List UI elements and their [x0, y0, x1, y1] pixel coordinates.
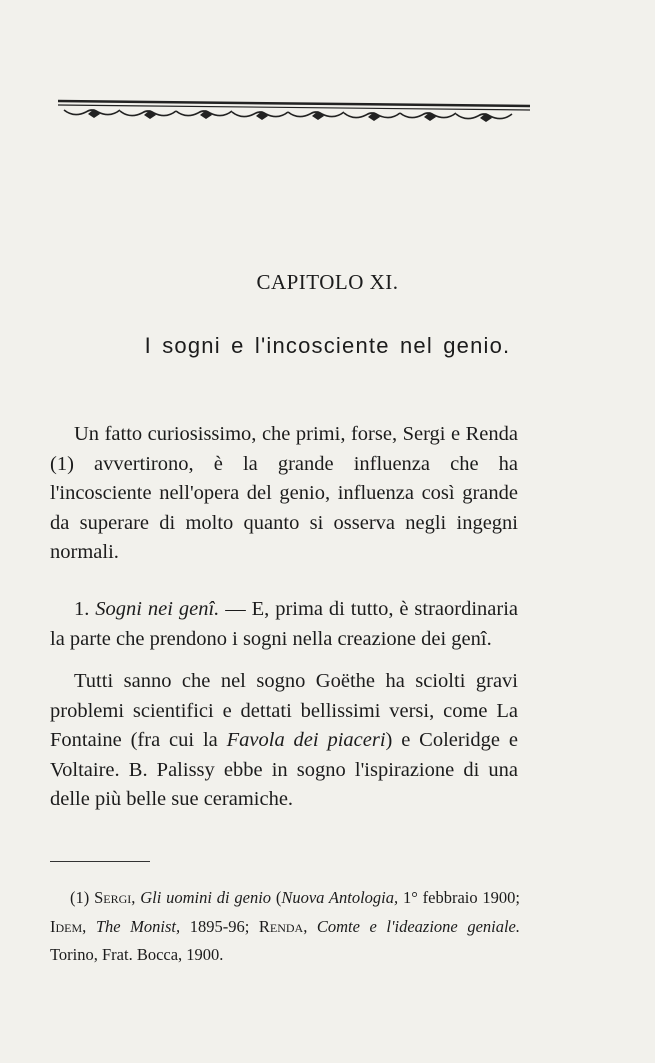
- footnote-author: Renda: [258, 916, 304, 936]
- footnote-text: 1895-96;: [189, 916, 250, 936]
- footnote-divider: [50, 861, 150, 862]
- footnote-work-title: Gli uomini di genio: [140, 888, 272, 907]
- paragraph-goethe: [50, 667, 518, 815]
- footnote: [50, 884, 520, 970]
- chapter-title: CAPITOLO XI.: [256, 270, 399, 294]
- footnote-publisher: Torino, Frat. Bocca, 1900.: [50, 945, 224, 964]
- footnote-author: Sergi: [94, 888, 132, 907]
- ornamental-rule: [58, 92, 530, 132]
- footnote-marker: (1): [70, 888, 90, 907]
- section-number: 1.: [74, 598, 90, 620]
- italic-title: Favola dei piaceri: [226, 729, 386, 751]
- section-heading: Sogni nei genî.: [95, 598, 220, 620]
- footnote-text: 1° febbraio 1900;: [402, 888, 520, 907]
- paragraph-text: ) e Coleridge e Voltaire. B. Palissy ebbe in sogno l'ispirazione di una delle più belle sue ceramiche.: [50, 729, 518, 810]
- footnote-text: ,: [131, 888, 136, 907]
- footnote-work-title: The Monist,: [95, 916, 181, 936]
- section-text: — E, prima di tutto, è straordinaria la parte che prendono i sogni nella creazione dei genî.: [50, 598, 519, 650]
- paragraph-section-1: [50, 595, 518, 654]
- footnote-text: ,: [303, 916, 308, 936]
- footnote-text: (: [275, 888, 282, 907]
- paragraph-text: Tutti sanno che nel sogno Goëthe ha sciolti gravi problemi scientifici e dettati bellissimi versi, come La Fontaine (fra cui la: [50, 670, 518, 751]
- footnote-text: ,: [82, 916, 87, 936]
- footnote-journal: Nuova Antologia,: [281, 888, 399, 907]
- chapter-subtitle: I sogni e l'incosciente nel genio.: [144, 333, 511, 358]
- paragraph-intro: Un fatto curiosissimo, che primi, forse, Sergi e Renda (1) avvertirono, è la grande influenza che ha l'incosciente nell'opera del genio, influenza così grande da superare di molto quanto si osserva negli ingegni normali.: [50, 423, 518, 563]
- footnote-author: Idem: [50, 916, 83, 936]
- footnote-work-title: Comte e l'ideazione geniale.: [316, 916, 521, 936]
